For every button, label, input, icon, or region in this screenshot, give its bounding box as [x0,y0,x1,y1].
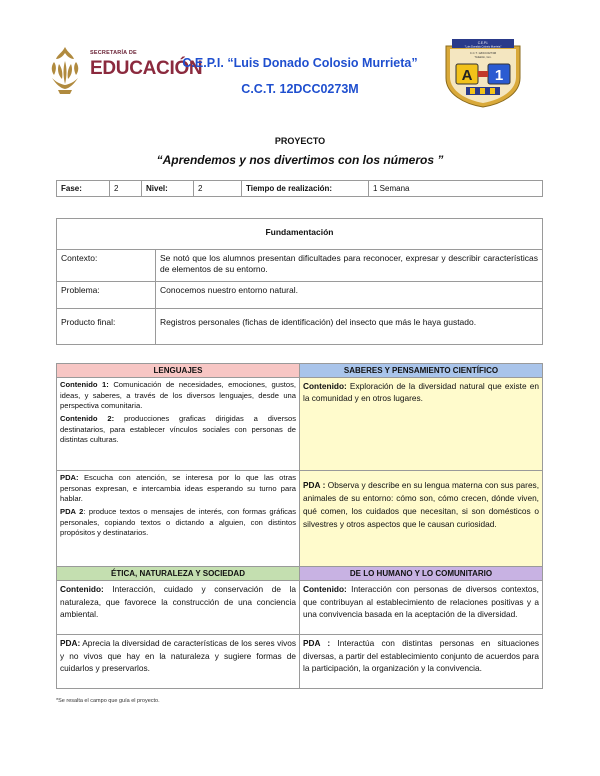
lenguajes-contenidos-cell [57,378,300,471]
etica-pda-label: PDA: [60,638,81,649]
fase-value: 2 [110,181,142,197]
humano-pda-label: PDA : [303,638,331,649]
humano-pda-cell [300,635,543,689]
humano-contenido-text: Interacción con personas de diversos contextos, que contribuyan al establecimiento de relaciones positivas y a una convivencia basada en la aceptación de la diversidad. [303,584,539,619]
table-row [57,219,543,250]
etica-contenido-text: Interacción, cuidado y conservación de la naturaleza, que favorece la construcción de una conciencia ambiental. [60,584,296,619]
table-row [57,567,543,581]
etica-contenido-cell [57,581,300,635]
project-label: PROYECTO [274,136,326,146]
project-name: “Aprendemos y nos divertimos con los números ” [156,153,444,167]
badge-line1: C.E.P.I. [477,41,489,45]
lenguajes-pda2-label: PDA 2 [60,507,84,517]
school-badge-logo [442,38,524,108]
humano-pda-text: Interactúa con distintas personas en situaciones diversas, a partir del establecimiento conjunto de acuerdos para la participación, la organización y la convivencia. [303,638,539,673]
lenguajes-contenido1-text: Comunicación de necesidades, emociones, gustos, ideas, y saberes, a través de los diversos lenguajes, desde una perspectiva comunitaria. [60,380,296,410]
saberes-contenido-label: Contenido: [303,381,347,392]
badge-number: 1 [494,67,504,84]
nivel-value: 2 [194,181,242,197]
problema-label: Problema: [57,282,156,309]
school-title: C.E.P.I. “Luis Donado Colosio Murrieta” [182,56,418,70]
lenguajes-pda1-text: Escucha con atención, se interesa por lo que las otras personas expresan, e intercambia ideas esperando su turno para hablar. [60,473,296,503]
etica-pda-cell [57,635,300,689]
etica-pda-text: Aprecia la diversidad de características de los seres vivos y no vivos que hay en la naturaleza y sugiere formas de cuidarlos y preservarlos. [60,638,296,673]
logo-secretaria-text: SECRETARÍA DE [90,50,137,56]
school-cct: C.C.T. 12DCC0273M [241,82,359,96]
lenguajes-pda1-label: PDA: [60,473,79,483]
saberes-pda-text: Observa y describe en su lengua materna con sus pares, animales de su entorno: cómo son, cómo crecen, dónde viven, qué comen, los cuidados que necesitan, si son domésticos o silvestres y otros aspectos que le causan curiosidad. [303,480,540,529]
lenguajes-pda2-text: : produce textos o mensajes de interés, con formas gráficas personales, copiando textos o dictando a alguien, con distintos propósitos y destinatarios. [60,507,296,538]
table-row [57,250,543,282]
tiempo-label: Tiempo de realización: [242,181,369,197]
humano-contenido-label: Contenido: [303,584,347,595]
fundamentacion-title: Fundamentación [57,219,543,250]
table-row [57,282,543,309]
saberes-pda-cell [300,471,543,567]
nivel-label: Nivel: [142,181,194,197]
table-row [57,309,543,345]
badge-line3: C.C.T. 12DCC0273M [469,51,497,55]
badge-line4: Tixtlaltzin, Gro. [474,56,492,59]
table-row [57,181,543,197]
humano-header: DE LO HUMANO Y LO COMUNITARIO [300,567,543,581]
sep-emblem-icon [44,44,86,98]
logo-educacion-text: EDUCACIÓN [90,58,203,79]
lenguajes-contenido2-label: Contenido 2: [60,414,115,424]
saberes-header: SABERES Y PENSAMIENTO CIENTÍFICO [300,364,543,378]
table-row [57,635,543,689]
saberes-contenido-text: Exploración de la diversidad natural que existe en la comunidad y en otros lugares. [303,381,539,404]
table-row [57,364,543,378]
producto-final-label: Producto final: [57,309,156,345]
producto-final-value: Registros personales (fichas de identificación) del insecto que más le haya gustado. [156,309,543,345]
etica-contenido-label: Contenido: [60,584,104,595]
lenguajes-pda-cell [57,471,300,567]
saberes-contenido-cell [300,378,543,471]
table-row [57,471,543,567]
humano-contenido-cell [300,581,543,635]
fundamentacion-table [56,218,543,345]
table-row [57,581,543,635]
fase-label: Fase: [57,181,110,197]
sep-logo [44,44,203,100]
saberes-pda-label: PDA : [303,480,326,491]
lenguajes-header: LENGUAJES [57,364,300,378]
footnote: *Se resalta el campo que guía el proyecto. [56,698,160,704]
campos-formativos-table [56,363,543,689]
badge-line2: "Luis Donaldo Colosio Murrieta" [464,45,502,49]
problema-value: Conocemos nuestro entorno natural. [156,282,543,309]
project-meta-table [56,180,543,197]
badge-letter: A [461,67,473,84]
lenguajes-contenido2-text: producciones graficas dirigidas a diversos destinatarios, para establecer vínculos sociales con personas de distintas culturas. [60,414,296,445]
lenguajes-contenido1-label: Contenido 1: [60,380,109,390]
contexto-value: Se notó que los alumnos presentan dificultades para reconocer, expresar y describir características de elementos de su entorno. [156,250,543,282]
tiempo-value: 1 Semana [369,181,543,197]
etica-header: ÉTICA, NATURALEZA Y SOCIEDAD [57,567,300,581]
table-row [57,378,543,471]
contexto-label: Contexto: [57,250,156,282]
